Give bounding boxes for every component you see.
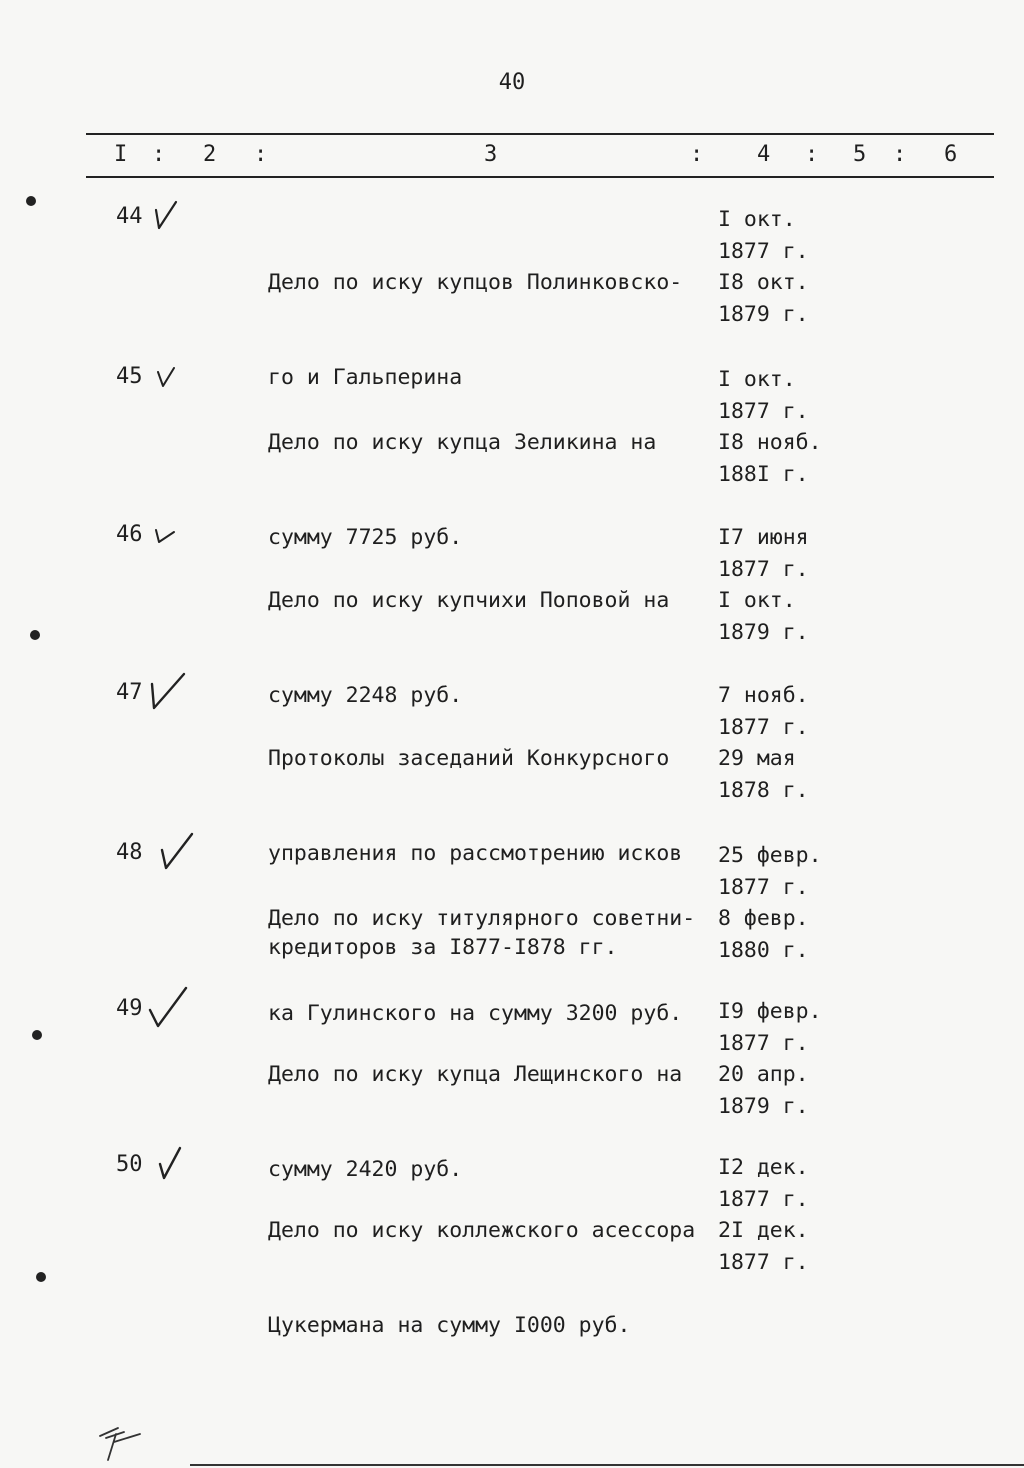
start-year: 1877 г. (718, 556, 809, 582)
item-number: 46 (116, 522, 143, 547)
case-title-line: Дело по иску титулярного советни- (268, 906, 696, 931)
case-title (268, 1152, 708, 1404)
start-date: I9 февр. (718, 999, 822, 1024)
end-date: I8 нояб. (718, 430, 822, 455)
item-number: 45 (116, 364, 143, 389)
end-year: 188I г. (718, 461, 809, 487)
page-number: 40 (498, 70, 526, 95)
check-mark-icon (148, 512, 184, 552)
end-date: 29 мая (718, 746, 796, 771)
case-title-line: Дело по иску купца Зеликина на (268, 430, 657, 455)
start-date: I окт. (718, 207, 796, 232)
case-title-line: сумму 7725 руб. (268, 524, 463, 550)
case-title-line: Цукермана на сумму I000 руб. (268, 1312, 631, 1338)
item-number: 50 (116, 1152, 143, 1177)
case-title-line: ка Гулинского на сумму 3200 руб. (268, 1000, 683, 1026)
end-year: 1880 г. (718, 937, 809, 963)
case-title-line: сумму 2420 руб. (268, 1156, 463, 1182)
end-date: I8 окт. (718, 270, 809, 295)
end-year: 1879 г. (718, 301, 809, 327)
bottom-edge-line (190, 1464, 1024, 1466)
column-5-label: 5 (853, 142, 867, 167)
date-range (718, 996, 822, 1122)
date-range (718, 840, 822, 966)
start-date: 25 февр. (718, 843, 822, 868)
column-separator: : (893, 142, 907, 167)
column-6-label: 6 (944, 142, 958, 167)
header-bottom-rule (86, 176, 994, 178)
check-mark-icon (148, 986, 190, 1030)
end-year: 1878 г. (718, 777, 809, 803)
column-separator: : (805, 142, 819, 167)
start-year: 1877 г. (718, 398, 809, 424)
column-separator: : (690, 142, 704, 167)
check-mark-icon (148, 194, 184, 234)
case-title-line: Дело по иску купчихи Поповой на (268, 588, 670, 613)
check-mark-icon (148, 670, 188, 714)
item-number: 49 (116, 996, 143, 1021)
end-date: 20 апр. (718, 1062, 809, 1087)
end-date: 8 февр. (718, 906, 809, 931)
date-range (718, 680, 809, 806)
start-date: 7 нояб. (718, 683, 809, 708)
end-date: I окт. (718, 588, 796, 613)
start-date: I окт. (718, 367, 796, 392)
punch-hole-icon (26, 196, 36, 206)
end-year: 1879 г. (718, 1093, 809, 1119)
item-number: 47 (116, 680, 143, 705)
case-title-line: кредиторов за I877-I878 гг. (268, 935, 618, 960)
start-year: 1877 г. (718, 874, 809, 900)
item-number: 48 (116, 840, 143, 865)
date-range (718, 1152, 809, 1278)
date-range (718, 364, 822, 490)
column-separator: : (152, 142, 166, 167)
case-title-line: Дело по иску купца Лещинского на (268, 1062, 683, 1087)
case-title-line: Протоколы заседаний Конкурсного (268, 746, 670, 771)
end-year: 1877 г. (718, 1249, 809, 1275)
case-title-line: Дело по иску коллежского асессора (268, 1218, 696, 1243)
case-title-line: управления по рассмотрению исков (268, 840, 683, 866)
header-top-rule (86, 133, 994, 135)
column-2-label: 2 (203, 142, 217, 167)
case-title-line: Дело по иску купцов Полинковско- (268, 270, 683, 295)
case-title-line: го и Гальперина (268, 364, 463, 390)
start-year: 1877 г. (718, 1186, 809, 1212)
start-year: 1877 г. (718, 1030, 809, 1056)
date-range (718, 522, 809, 648)
end-date: 2I дек. (718, 1218, 809, 1243)
start-date: I2 дек. (718, 1155, 809, 1180)
column-3-label: 3 (484, 142, 498, 167)
check-mark-icon (148, 354, 184, 394)
end-year: 1879 г. (718, 619, 809, 645)
column-1-label: I (114, 142, 128, 167)
start-year: 1877 г. (718, 238, 809, 264)
start-year: 1877 г. (718, 714, 809, 740)
punch-hole-icon (36, 1272, 46, 1282)
handwritten-sheet-mark (96, 1418, 146, 1464)
table-row (0, 1152, 1024, 1338)
date-range (718, 204, 809, 330)
column-4-label: 4 (757, 142, 771, 167)
column-separator: : (254, 142, 268, 167)
punch-hole-icon (30, 630, 40, 640)
punch-hole-icon (32, 1030, 42, 1040)
check-mark-icon (148, 830, 194, 874)
item-number: 44 (116, 204, 143, 229)
start-date: I7 июня (718, 525, 809, 550)
check-mark-icon (148, 1142, 186, 1186)
case-title-line: сумму 2248 руб. (268, 682, 463, 708)
